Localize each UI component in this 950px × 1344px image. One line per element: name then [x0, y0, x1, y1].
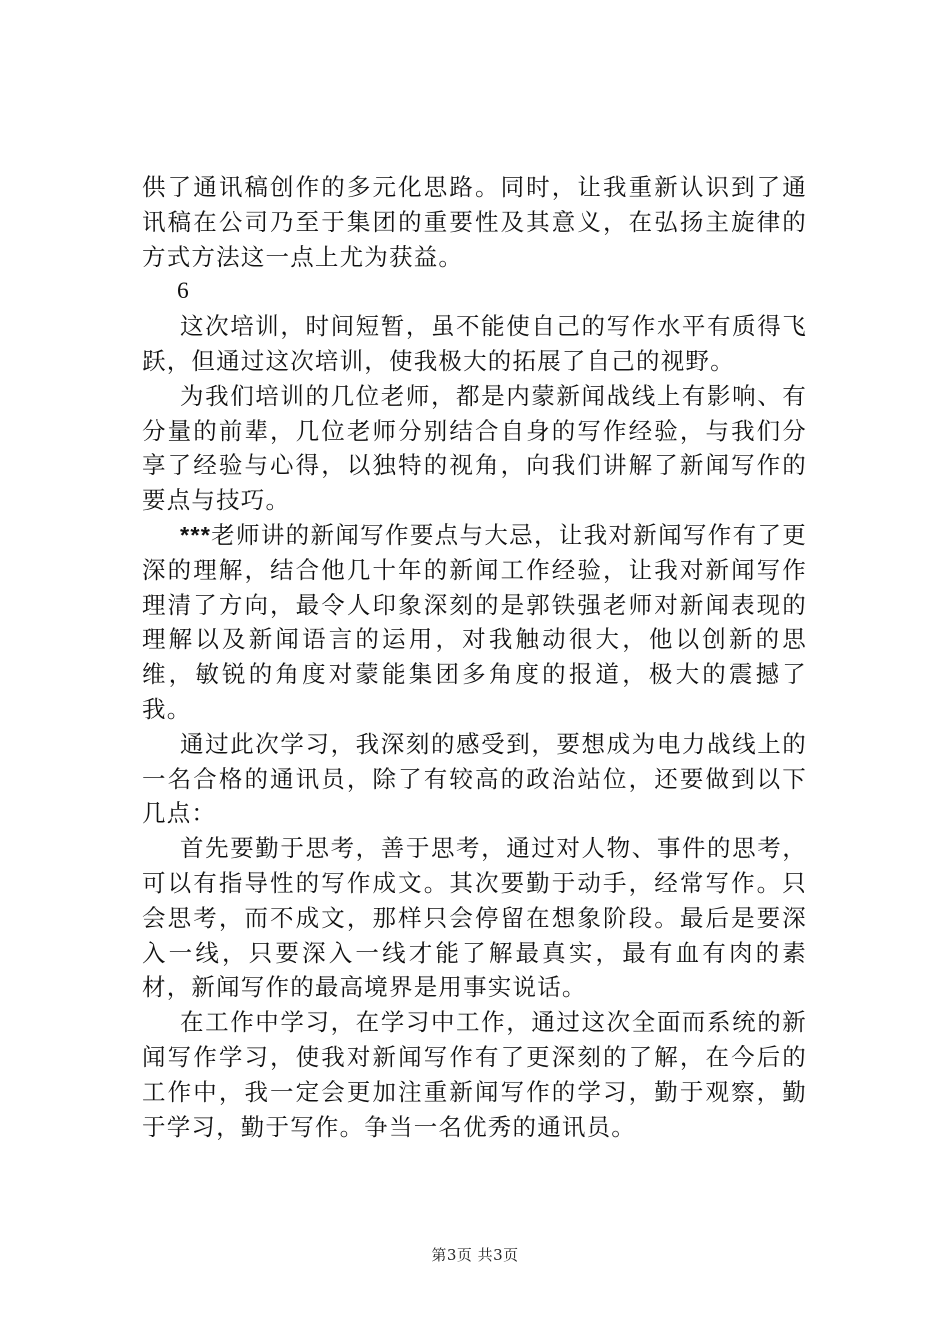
paragraph-training: 这次培训，时间短暂，虽不能使自己的写作水平有质得飞跃，但通过这次培训，使我极大的拓展了自己的视野。 [142, 312, 807, 375]
paragraph-teacher-talk [142, 518, 807, 727]
masked-name: *** [180, 521, 212, 548]
paragraph-conclusion: 在工作中学习，在学习中工作，通过这次全面而系统的新闻写作学习，使我对新闻写作有了更深刻的了解，在今后的工作中，我一定会更加注重新闻写作的学习，勤于观察，勤于学习，勤于写作。争当一名优秀的通讯员。 [142, 1008, 807, 1141]
paragraph-feelings: 通过此次学习，我深刻的感受到，要想成为电力战线上的一名合格的通讯员，除了有较高的政治站位，还要做到以下几点： [142, 729, 807, 828]
paragraph-number: 6 [177, 278, 190, 305]
paragraph-teacher-talk-text: 老师讲的新闻写作要点与大忌，让我对新闻写作有了更深的理解，结合他几十年的新闻工作经验，让我对新闻写作理清了方向，最令人印象深刻的是郭铁强老师对新闻表现的理解以及新闻语言的运用，对我触动很大，他以创新的思维，敏锐的角度对蒙能集团多角度的报道，极大的震撼了我。 [142, 520, 807, 723]
paragraph-continued: 供了通讯稿创作的多元化思路。同时，让我重新认识到了通讯稿在公司乃至于集团的重要性及其意义，在弘扬主旋律的方式方法这一点上尤为获益。 [142, 173, 807, 271]
document-body [142, 170, 807, 1144]
page-footer: 第3页 共3页 [431, 1246, 519, 1264]
paragraph-points: 首先要勤于思考，善于思考，通过对人物、事件的思考，可以有指导性的写作成文。其次要勤于动手，经常写作。只会思考，而不成文，那样只会停留在想象阶段。最后是要深入一线，只要深入一线才能了解最真实，最有血有肉的素材，新闻写作的最高境界是用事实说话。 [142, 834, 807, 1002]
paragraph-teachers: 为我们培训的几位老师，都是内蒙新闻战线上有影响、有分量的前辈，几位老师分别结合自身的写作经验，与我们分享了经验与心得，以独特的视角，向我们讲解了新闻写作的要点与技巧。 [142, 381, 807, 515]
